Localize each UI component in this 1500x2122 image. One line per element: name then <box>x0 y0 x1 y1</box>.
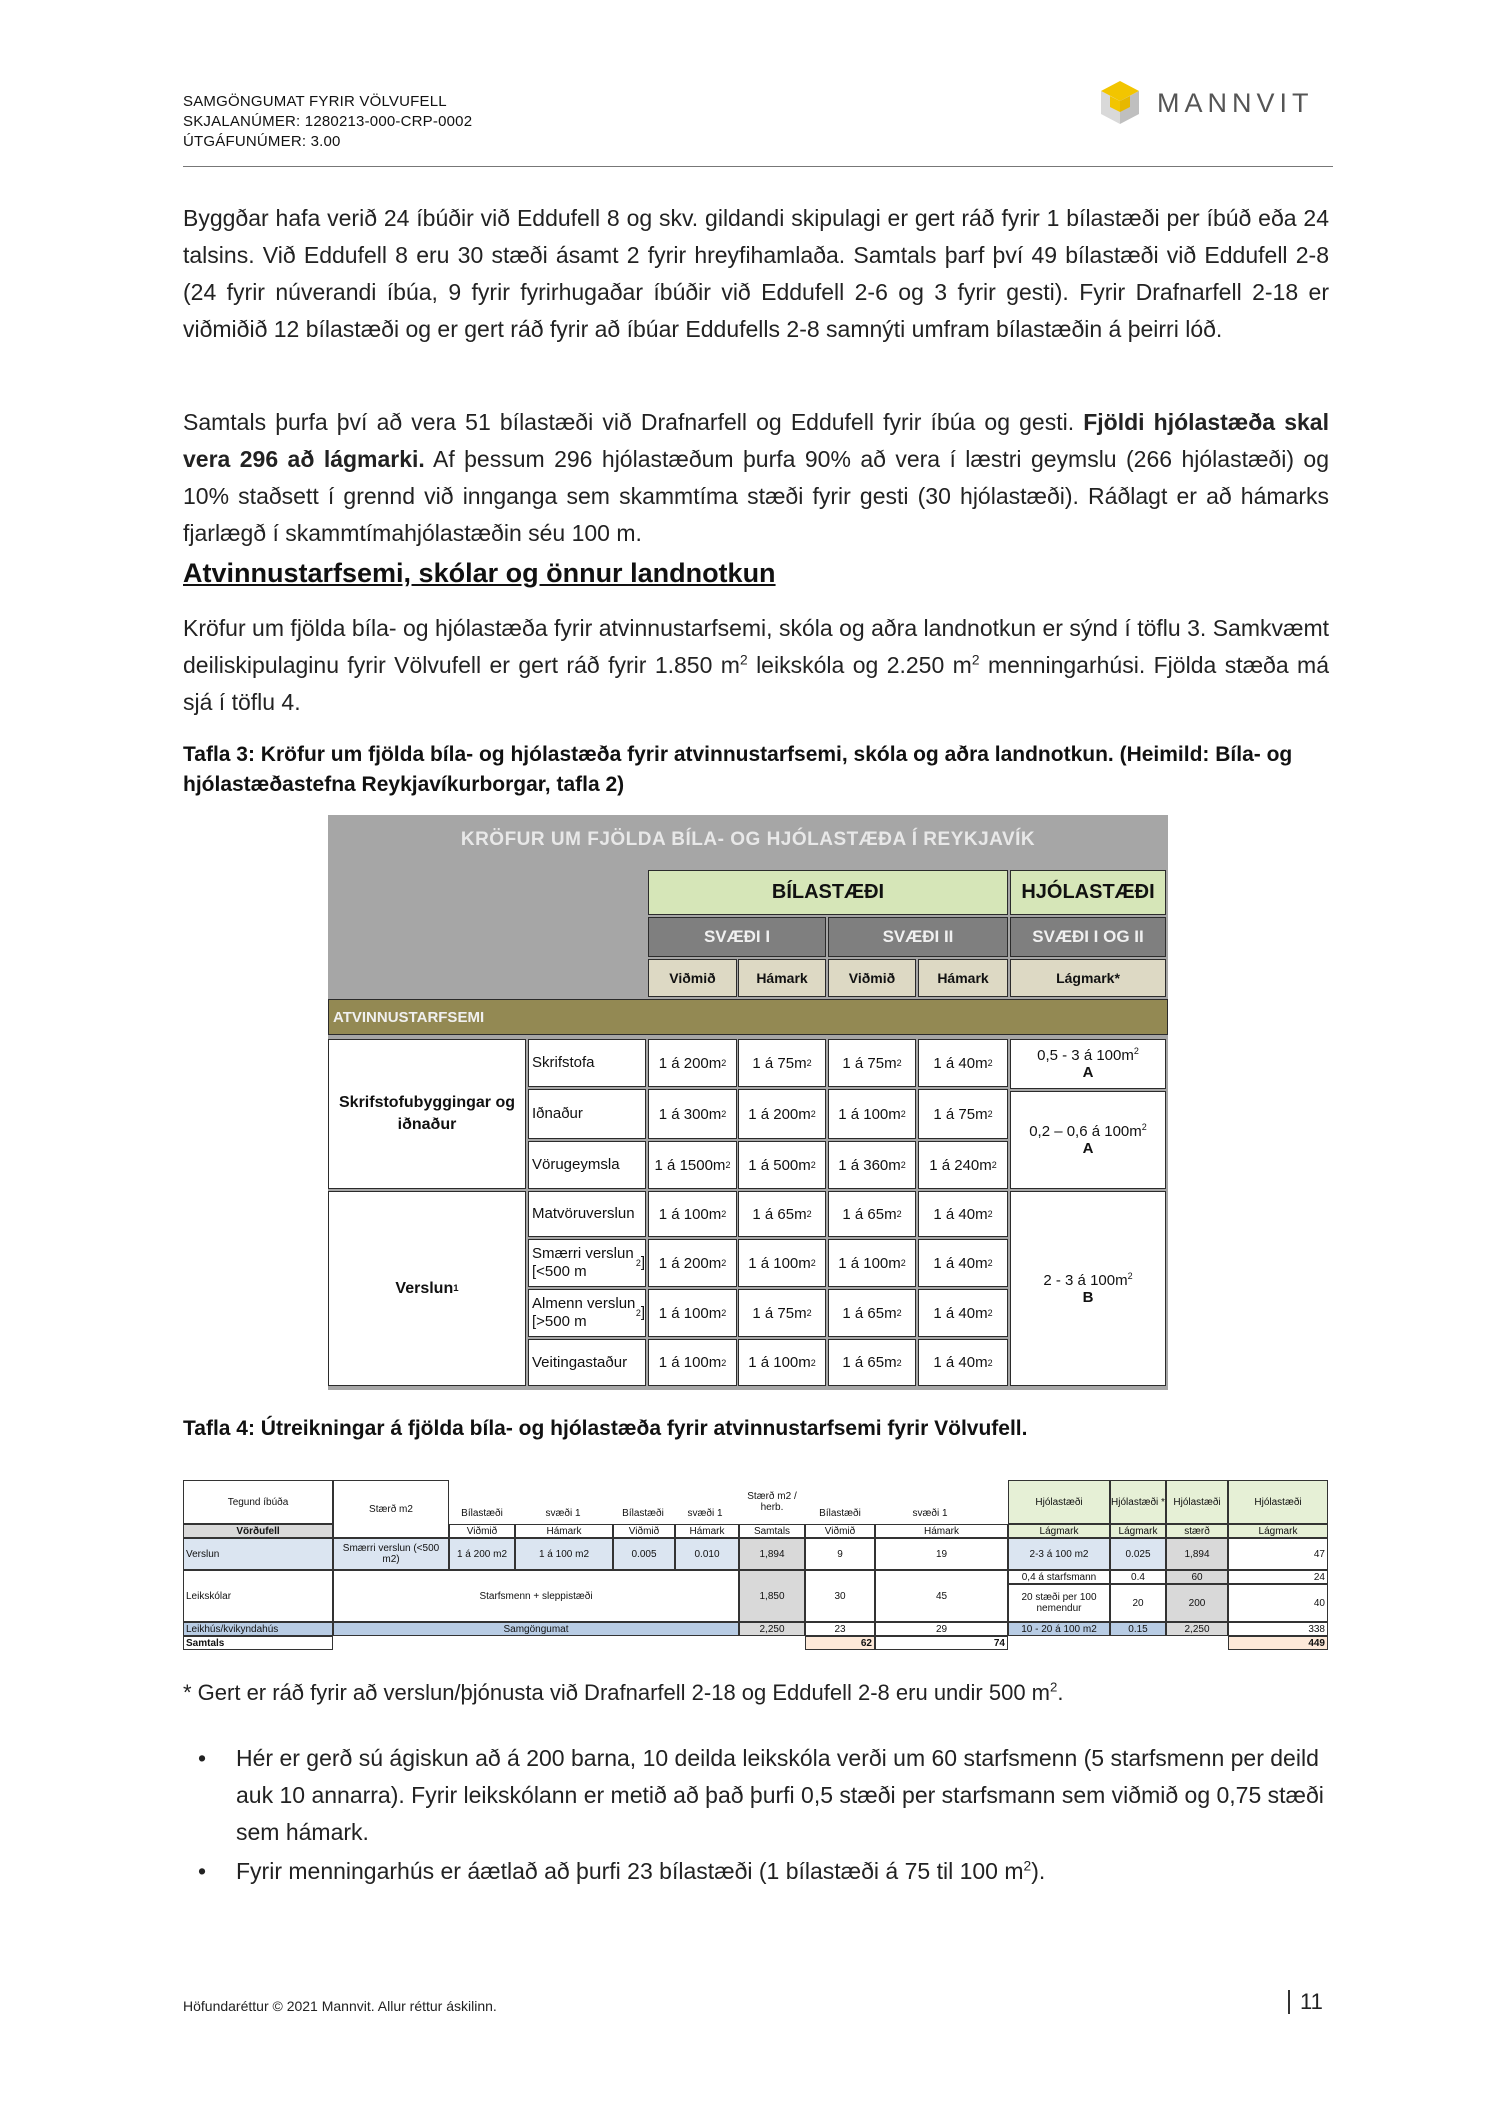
t3-row-value-text: 1 á 100m <box>838 1105 901 1123</box>
paragraph-2 <box>183 404 1329 552</box>
t3-vidmid-1: Viðmið <box>648 959 737 997</box>
p3-text-a: Kröfur um fjölda bíla- og hjólastæða fyrir atvinnustarfsemi, skóla og aðra landnotkun er sýnd í töflu 3. Samkvæmt deiliskipulaginu fyrir Völvufell er gert ráð fyrir 1.850 m <box>183 615 1329 678</box>
t3-row-value: 1 á 75m 2 <box>828 1039 916 1087</box>
t3-row-value: 1 á 200m 2 <box>648 1239 737 1287</box>
t4-leik-a1: 0,4 á starfsmann <box>1008 1570 1110 1584</box>
t3-row-value: 1 á 75m 2 <box>738 1289 826 1337</box>
t4-leikhus-vid: 23 <box>805 1622 875 1636</box>
t3-row-value-text: 1 á 100m <box>748 1354 811 1371</box>
t3-hjol-c-cat: B <box>1082 1288 1094 1306</box>
cube-logo-icon <box>1095 78 1145 128</box>
t3-row-value-text: 1 á 100m <box>658 1354 722 1371</box>
t3-row-value-text: 1 á 100m <box>658 1304 722 1322</box>
t4-h-sv1c: svæði 1 <box>912 1507 948 1519</box>
t4-h2-lagmark3: Lágmark <box>1228 1524 1328 1538</box>
t4-leik-a4: 24 <box>1228 1570 1328 1584</box>
t3-row-value-text: 1 á 75m <box>752 1304 807 1322</box>
t4-leik-b2: 20 <box>1110 1584 1166 1622</box>
t3-row-value: 1 á 100m 2 <box>648 1191 737 1237</box>
p3-text-c: leikskóla og 2.250 m <box>747 652 972 678</box>
t3-row-value: 1 á 1500m 2 <box>648 1141 737 1189</box>
t4-h2-hamark: Hámark <box>515 1524 613 1538</box>
t4-h2-staerd: stærð <box>1166 1524 1228 1538</box>
header-doc-number: SKJALANÚMER: 1280213-000-CRP-0002 <box>183 113 473 130</box>
t3-row-name-end: ] <box>640 1304 645 1321</box>
t4-h2-vordufell: Vörðufell <box>183 1524 333 1538</box>
t3-row-value: 1 á 65m 2 <box>738 1191 826 1237</box>
t4-h-hjol1: Hjólastæði <box>1008 1480 1110 1524</box>
t3-row-name <box>528 1191 646 1237</box>
t3-row-value-text: 1 á 1500m <box>654 1156 726 1174</box>
t3-row-value-text: 1 á 75m <box>933 1105 988 1123</box>
table3-caption: Tafla 3: Kröfur um fjölda bíla- og hjólastæða fyrir atvinnustarfsemi, skóla og aðra landnotkun. (Heimild: Bíla- og hjólastæðastefna Reykjavíkurborgar, tafla 2) <box>183 743 1293 796</box>
t3-row-value: 1 á 500m 2 <box>738 1141 826 1189</box>
table4-caption: Tafla 4: Útreikningar á fjölda bíla- og hjólastæða fyrir atvinnustarfsemi fyrir Völvufell. <box>183 1417 1028 1440</box>
t4-h2-vidmid2: Viðmið <box>613 1524 675 1538</box>
t3-row-value: 1 á 40m 2 <box>918 1239 1008 1287</box>
t3-row-value: 1 á 75m 2 <box>738 1039 826 1087</box>
p3-text-e: menningarhúsi. Fjölda stæða má sjá í töflu 4. <box>183 652 1329 715</box>
t4-h-hjol4: Hjólastæði <box>1228 1480 1328 1524</box>
t3-row-value-text: 1 á 65m <box>842 1354 897 1371</box>
t3-row-value-text: 1 á 40m <box>933 1254 988 1272</box>
t3-verslun-label: Verslun <box>395 1279 454 1297</box>
t3-hjol-b <box>1010 1091 1166 1189</box>
t4-h-staerd: Stærð m2 <box>333 1480 449 1538</box>
t3-row-name <box>528 1039 646 1087</box>
header-divider <box>183 166 1333 167</box>
t3-row-value: 1 á 40m 2 <box>918 1339 1008 1386</box>
t3-hjolastaedi-header: HJÓLASTÆÐI <box>1010 870 1166 915</box>
t3-row-value: 1 á 360m 2 <box>828 1141 916 1189</box>
t3-hamark-2: Hámark <box>918 959 1008 997</box>
t3-group-skrifstofu: Skrifstofubyggingar og iðnaður <box>328 1039 526 1189</box>
t4-leik-desc: Starfsmenn + sleppistæði <box>333 1570 739 1622</box>
note-text: * Gert er ráð fyrir að verslun/þjónusta við Drafnarfell 2-18 og Eddufell 2-8 eru undir 500 m <box>183 1680 1050 1705</box>
t4-leik-a2: 0.4 <box>1110 1570 1166 1584</box>
t3-hjol-b-text: 0,2 – 0,6 á 100m <box>1029 1123 1142 1140</box>
t3-row-value: 1 á 100m 2 <box>738 1239 826 1287</box>
t4-leik-a3: 60 <box>1166 1570 1228 1584</box>
t4-leik: Leikskólar <box>183 1570 333 1622</box>
t3-row-value: 1 á 100m 2 <box>738 1339 826 1386</box>
t3-row-name-text: Matvöruverslun <box>532 1205 635 1222</box>
t3-row-value: 1 á 100m 2 <box>648 1339 737 1386</box>
page-number: 11 <box>1288 1990 1323 2014</box>
t4-leikhus-sam: 2,250 <box>739 1622 805 1636</box>
p2-text-c: Af þessum 296 hjólastæðum þurfa 90% að vera í læstri geymslu (266 hjólastæði) og 10% staðsett í grennd við innganga sem skammtíma stæði fyrir gesti (30 hjólastæði). Ráðlagt er að hámarks fjarlægð í skammtímahjólastæðin séu 100 m. <box>183 446 1329 546</box>
t4-h2-lagmark: Lágmark <box>1008 1524 1110 1538</box>
t3-row-name-text: Vörugeymsla <box>532 1156 620 1173</box>
paragraph-3 <box>183 610 1329 721</box>
t4-samtals-vid: 62 <box>805 1636 875 1650</box>
t3-row-name-end: ] <box>640 1254 645 1271</box>
bullet-dot-icon: • <box>198 1858 207 1884</box>
t4-h2-hamark3: Hámark <box>875 1524 1008 1538</box>
t4-h-hjol3: Hjólastæði <box>1166 1480 1228 1524</box>
bullet-1 <box>198 1740 1330 1851</box>
t3-row-value-text: 1 á 75m <box>752 1054 807 1072</box>
t3-svaedi1: SVÆÐI I <box>648 917 826 957</box>
t3-hjol-c <box>1010 1191 1166 1386</box>
t3-row-value: 1 á 100m 2 <box>648 1289 737 1337</box>
t3-row-name: Smærri verslun [<500 m 2 ] <box>528 1239 646 1287</box>
t3-row-name <box>528 1141 646 1189</box>
t4-h-bil3: Bílastæði <box>819 1507 861 1519</box>
t3-row-name <box>528 1089 646 1139</box>
paragraph-1: Byggðar hafa verið 24 íbúðir við Eddufell 8 og skv. gildandi skipulagi er gert ráð fyrir 1 bílastæði per íbúð eða 24 talsins. Við Eddufell 8 eru 30 stæði ásamt 2 fyrir hreyfihamlaða. Samtals þarf því 49 bílastæði við Eddufell 2-8 (24 fyrir núverandi íbúa, 9 fyrir fyrirhugaðar íbúðir við Eddufell 2-6 og 3 fyrir gesti). Fyrir Drafnarfell 2-18 er viðmiðið 12 bílastæði og er gert ráð fyrir að íbúar Eddufells 2-8 samnýti umfram bílastæðin á þeirri lóð. <box>183 205 1329 342</box>
p3-sup-1: 2 <box>739 652 748 668</box>
t3-row-value-text: 1 á 500m <box>748 1156 811 1174</box>
t4-verslun-v2: 0.005 <box>613 1538 675 1570</box>
footer-copyright: Höfundaréttur © 2021 Mannvit. Allur réttur áskilinn. <box>183 1998 497 2014</box>
t3-lagmark: Lágmark* <box>1010 959 1166 997</box>
t4-h-tegund: Tegund íbúða <box>183 1480 333 1524</box>
p3-sup-2: 2 <box>971 652 980 668</box>
bullet-2 <box>198 1853 1330 1890</box>
t3-row-value: 1 á 75m 2 <box>918 1089 1008 1139</box>
t4-h-bil1: Bílastæði <box>461 1507 503 1519</box>
t3-row-name <box>528 1339 646 1386</box>
t3-row-value: 1 á 65m 2 <box>828 1339 916 1386</box>
t3-hjol-a <box>1010 1039 1166 1089</box>
p2-text-a: Samtals þurfa því að vera 51 bílastæði við Drafnarfell og Eddufell fyrir íbúa og gesti. <box>183 409 1084 435</box>
t3-hjol-b-cat: A <box>1082 1140 1094 1157</box>
p2-bold: Fjöldi hjólastæða skal vera 296 að lágmarki. <box>183 409 1329 472</box>
t3-row-value: 1 á 40m 2 <box>918 1039 1008 1087</box>
t3-row-value: 1 á 200m 2 <box>738 1089 826 1139</box>
t3-row-name-text: Skrifstofa <box>532 1054 595 1071</box>
t3-bilastaedi-header: BÍLASTÆÐI <box>648 870 1008 915</box>
t4-h2-vidmid: Viðmið <box>449 1524 515 1538</box>
note-end: . <box>1057 1680 1064 1705</box>
t3-row-value-text: 1 á 100m <box>658 1205 722 1223</box>
t3-row-value-text: 1 á 65m <box>842 1304 897 1322</box>
t4-h2-lagmark2: Lágmark <box>1110 1524 1166 1538</box>
t3-hjol-b-sup: 2 <box>1141 1122 1147 1132</box>
t3-row-value-text: 1 á 65m <box>752 1205 807 1223</box>
t3-row-value: 1 á 300m 2 <box>648 1089 737 1139</box>
logo-text: MANNVIT <box>1157 88 1314 118</box>
t4-verslun-desc: Smærri verslun (<500 m2) <box>333 1538 449 1570</box>
t4-leikhus-ham: 29 <box>875 1622 1008 1636</box>
t3-row-value: 1 á 40m 2 <box>918 1191 1008 1237</box>
t4-leikhus-hj3: 2,250 <box>1166 1622 1228 1636</box>
t3-section-atvinnustarfsemi: ATVINNUSTARFSEMI <box>328 999 1168 1035</box>
t4-leik-ham: 45 <box>875 1570 1008 1622</box>
section-heading: Atvinnustarfsemi, skólar og önnur landnotkun <box>183 558 776 588</box>
t4-leikhus-hj2: 0.15 <box>1110 1622 1166 1636</box>
t4-verslun-h: 1 á 100 m2 <box>515 1538 613 1570</box>
t3-row-value-text: 1 á 100m <box>748 1254 811 1272</box>
t3-row-value: 1 á 65m 2 <box>828 1289 916 1337</box>
t4-h2-hamark2: Hámark <box>675 1524 739 1538</box>
t3-svaedi2: SVÆÐI II <box>828 917 1008 957</box>
t4-verslun-hj2: 0.025 <box>1110 1538 1166 1570</box>
t4-h-hjol2: Hjólastæði * <box>1110 1480 1166 1524</box>
table3 <box>328 815 1168 1390</box>
t3-row-value-text: 1 á 200m <box>658 1054 722 1072</box>
t3-row-value: 1 á 100m 2 <box>828 1089 916 1139</box>
bullet-2-sup: 2 <box>1023 1858 1032 1874</box>
t3-row-name: Almenn verslun [>500 m 2 ] <box>528 1289 646 1337</box>
table3-title: KRÖFUR UM FJÖLDA BÍLA- OG HJÓLASTÆÐA Í REYKJAVÍK <box>460 829 1036 850</box>
t4-verslun-sam: 1,894 <box>739 1538 805 1570</box>
t4-verslun-h2: 0.010 <box>675 1538 739 1570</box>
t3-row-value-text: 1 á 40m <box>933 1054 988 1072</box>
header-title: SAMGÖNGUMAT FYRIR VÖLVUFELL <box>183 93 447 110</box>
t3-hjol-a-text: 0,5 - 3 á 100m <box>1037 1047 1134 1064</box>
t3-row-value: 1 á 240m 2 <box>918 1141 1008 1189</box>
t4-leik-b4: 40 <box>1228 1584 1328 1622</box>
t3-hjol-c-text: 2 - 3 á 100m <box>1043 1271 1128 1289</box>
t4-leikhus: Leikhús/kvikyndahús <box>183 1622 333 1636</box>
t4-verslun-ham: 19 <box>875 1538 1008 1570</box>
table4-note <box>183 1680 1063 1706</box>
document-header <box>183 92 472 152</box>
t4-h-sv1: svæði 1 <box>545 1507 581 1519</box>
t3-vidmid-2: Viðmið <box>828 959 916 997</box>
t4-h-sv1b: svæði 1 <box>687 1507 723 1519</box>
t3-row-value: 1 á 65m 2 <box>828 1191 916 1237</box>
t4-leik-b1: 20 stæði per 100 nemendur <box>1008 1584 1110 1622</box>
t3-group-verslun: Verslun 1 <box>328 1191 526 1386</box>
t4-leikhus-hj1: 10 - 20 á 100 m2 <box>1008 1622 1110 1636</box>
t4-leikhus-desc: Samgöngumat <box>333 1622 739 1636</box>
t3-hjol-c-sup: 2 <box>1127 1270 1133 1281</box>
t4-h2-vidmid3: Viðmið <box>805 1524 875 1538</box>
t4-verslun-hj1: 2-3 á 100 m2 <box>1008 1538 1110 1570</box>
t3-row-value-text: 1 á 75m <box>842 1054 897 1072</box>
t4-h-bil2: Bílastæði <box>622 1507 664 1519</box>
t3-row-value-text: 1 á 65m <box>842 1205 897 1223</box>
t3-row-value-text: 1 á 40m <box>933 1354 988 1371</box>
t3-row-value: 1 á 40m 2 <box>918 1289 1008 1337</box>
bullet-dot-icon: • <box>198 1745 207 1771</box>
t4-h2-samtals: Samtals <box>739 1524 805 1538</box>
t4-h-staerd-herb: Stærð m2 / herb. <box>747 1491 797 1513</box>
bullet-2-text: Fyrir menningarhús er áætlað að þurfi 23 bílastæði (1 bílastæði á 75 til 100 m <box>236 1858 1024 1884</box>
t3-hjol-a-cat: A <box>1082 1064 1094 1081</box>
t4-verslun-hj3: 1,894 <box>1166 1538 1228 1570</box>
t4-verslun: Verslun <box>183 1538 333 1570</box>
t3-row-value-text: 1 á 200m <box>748 1105 811 1123</box>
t3-row-value: 1 á 200m 2 <box>648 1039 737 1087</box>
t3-row-value-text: 1 á 240m <box>929 1156 992 1174</box>
bullet-1-text: Hér er gerð sú ágiskun að á 200 barna, 10 deilda leikskóla verði um 60 starfsmenn (5 starfsmenn per deild auk 10 annarra). Fyrir leikskólann er metið að það þurfi 0,5 stæði per starfsmann sem viðmið og 0,75 stæði sem hámark. <box>236 1745 1324 1845</box>
t3-hamark-1: Hámark <box>738 959 826 997</box>
t4-verslun-hj4: 47 <box>1228 1538 1328 1570</box>
t3-row-name-text: Iðnaður <box>532 1105 583 1122</box>
t4-samtals-hj: 449 <box>1228 1636 1328 1650</box>
t4-leik-b3: 200 <box>1166 1584 1228 1622</box>
t3-row-value-text: 1 á 360m <box>838 1156 901 1174</box>
note-sup: 2 <box>1050 1679 1058 1695</box>
header-version: ÚTGÁFUNÚMER: 3.00 <box>183 133 341 150</box>
t3-row-value-text: 1 á 40m <box>933 1304 988 1322</box>
t4-leikhus-hj4: 338 <box>1228 1622 1328 1636</box>
t3-hjol-a-sup: 2 <box>1133 1046 1139 1056</box>
t4-verslun-vid: 9 <box>805 1538 875 1570</box>
t3-row-value-text: 1 á 40m <box>933 1205 988 1223</box>
bullet-2-end: ). <box>1031 1858 1046 1884</box>
t4-verslun-v: 1 á 200 m2 <box>449 1538 515 1570</box>
t3-row-value-text: 1 á 300m <box>658 1105 722 1123</box>
t3-row-name-text: Almenn verslun [>500 m <box>532 1295 636 1330</box>
t3-row-value-text: 1 á 200m <box>658 1254 722 1272</box>
t3-row-value: 1 á 100m 2 <box>828 1239 916 1287</box>
t4-leik-sam: 1,850 <box>739 1570 805 1622</box>
t4-samtals: Samtals <box>183 1636 333 1650</box>
t4-leik-vid: 30 <box>805 1570 875 1622</box>
t4-samtals-ham: 74 <box>875 1636 1008 1650</box>
t3-row-name-text: Veitingastaður <box>532 1353 628 1371</box>
t3-svaedi12: SVÆÐI I OG II <box>1010 917 1166 957</box>
t3-row-value-text: 1 á 100m <box>838 1254 901 1272</box>
mannvit-logo <box>1095 78 1325 128</box>
t3-row-name-text: Smærri verslun [<500 m <box>532 1245 634 1280</box>
